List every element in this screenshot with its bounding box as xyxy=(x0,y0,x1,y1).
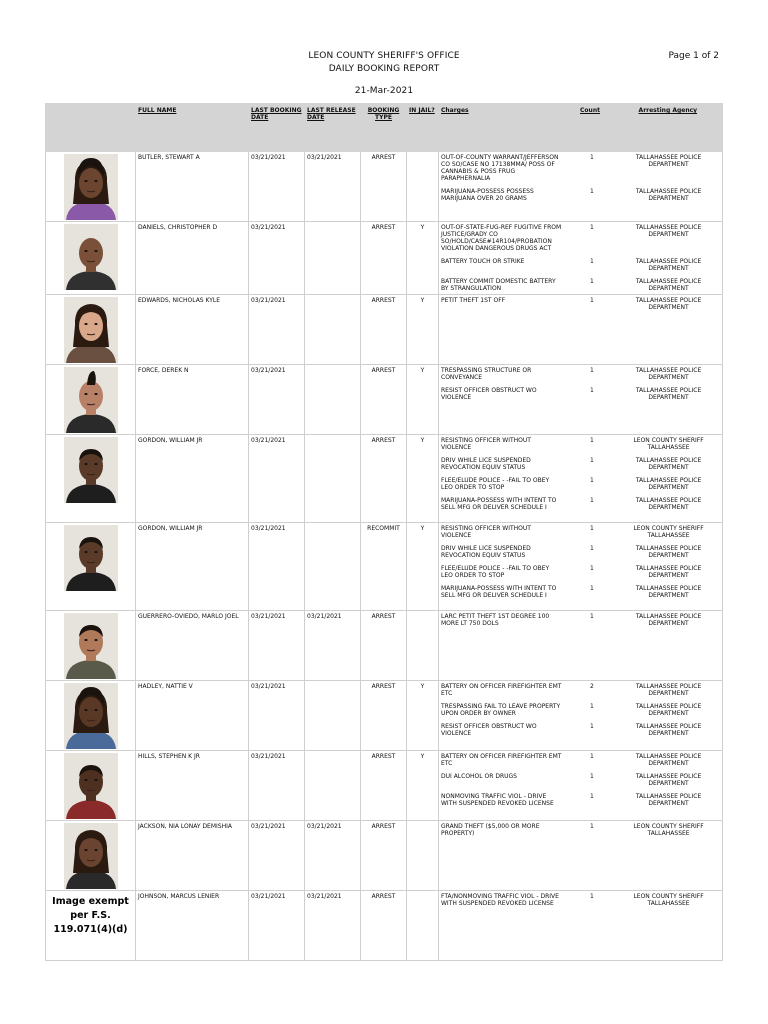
charge-count: 1 xyxy=(589,723,594,730)
charge-count: 1 xyxy=(589,154,594,161)
in-jail-cell: Y xyxy=(407,751,439,821)
charge-item xyxy=(441,613,720,627)
photo-cell xyxy=(46,435,136,523)
release-date-cell: 03/21/2021 xyxy=(305,152,361,222)
charge-count: 1 xyxy=(589,793,594,800)
charge-count: 1 xyxy=(589,477,594,484)
charge-text: RESIST OFFICER OBSTRUCT WO VIOLENCE xyxy=(441,723,537,737)
arresting-agency: TALLAHASSEE POLICE DEPARTMENT xyxy=(635,585,702,599)
report-title: DAILY BOOKING REPORT xyxy=(328,64,440,74)
release-date-cell xyxy=(305,751,361,821)
mugshot-image xyxy=(64,753,118,819)
charge-count: 1 xyxy=(589,297,594,304)
charges-cell xyxy=(439,365,723,435)
charge-text: RESIST OFFICER OBSTRUCT WO VIOLENCE xyxy=(441,387,537,401)
full-name-cell: JACKSON, NIA LONAY DEMISHIA xyxy=(136,821,249,891)
booking-date-cell: 03/21/2021 xyxy=(249,821,305,891)
release-date-cell: 03/21/2021 xyxy=(305,891,361,961)
mugshot-image xyxy=(64,367,118,433)
photo-cell xyxy=(46,681,136,751)
charges-cell xyxy=(439,295,723,365)
full-name-cell: GORDON, WILLIAM JR xyxy=(136,435,249,523)
booking-table xyxy=(45,103,723,961)
arresting-agency: TALLAHASSEE POLICE DEPARTMENT xyxy=(635,565,702,579)
booking-row xyxy=(46,523,723,611)
booking-row xyxy=(46,681,723,751)
booking-row xyxy=(46,751,723,821)
charge-text: GRAND THEFT ($5,000 OR MORE PROPERTY) xyxy=(441,823,540,837)
photo-cell xyxy=(46,523,136,611)
charge-count: 1 xyxy=(589,525,594,532)
charge-count: 1 xyxy=(589,585,594,592)
charge-text: DUI ALCOHOL OR DRUGS xyxy=(441,773,517,780)
report-date: 21-Mar-2021 xyxy=(354,86,414,96)
photo-box xyxy=(64,154,118,220)
photo-box xyxy=(47,893,135,959)
charge-text: BATTERY ON OFFICER FIREFIGHTER EMT ETC xyxy=(441,753,562,767)
booking-type-cell: ARREST xyxy=(361,611,407,681)
booking-row xyxy=(46,891,723,961)
photo-cell xyxy=(46,152,136,222)
booking-row xyxy=(46,365,723,435)
charge-item xyxy=(441,565,720,579)
booking-date-cell: 03/21/2021 xyxy=(249,222,305,295)
arresting-agency: TALLAHASSEE POLICE DEPARTMENT xyxy=(635,613,702,627)
column-header-last-release-date: LAST RELEASE DATE xyxy=(305,104,361,152)
release-date-cell xyxy=(305,523,361,611)
booking-date-cell: 03/21/2021 xyxy=(249,365,305,435)
photo-box xyxy=(64,437,118,503)
charge-count: 1 xyxy=(589,613,594,620)
charge-count: 1 xyxy=(589,224,594,231)
charges-cell xyxy=(439,821,723,891)
booking-row xyxy=(46,611,723,681)
organization-title: LEON COUNTY SHERIFF'S OFFICE xyxy=(308,51,460,61)
charge-count: 1 xyxy=(589,753,594,760)
charge-item xyxy=(441,457,720,471)
charge-count: 1 xyxy=(589,703,594,710)
photo-cell xyxy=(46,295,136,365)
charges-cell xyxy=(439,611,723,681)
photo-cell xyxy=(46,222,136,295)
charge-count: 1 xyxy=(589,823,594,830)
booking-type-cell: ARREST xyxy=(361,152,407,222)
in-jail-cell xyxy=(407,821,439,891)
booking-type-cell: ARREST xyxy=(361,681,407,751)
booking-date-cell: 03/21/2021 xyxy=(249,681,305,751)
arresting-agency: TALLAHASSEE POLICE DEPARTMENT xyxy=(635,753,702,767)
full-name-cell: HILLS, STEPHEN K JR xyxy=(136,751,249,821)
arresting-agency: TALLAHASSEE POLICE DEPARTMENT xyxy=(635,683,702,697)
booking-date-cell: 03/21/2021 xyxy=(249,523,305,611)
photo-box xyxy=(64,297,118,363)
charges-cell xyxy=(439,523,723,611)
arresting-agency: TALLAHASSEE POLICE DEPARTMENT xyxy=(635,793,702,807)
photo-cell xyxy=(46,365,136,435)
charge-text: OUT-OF-STATE-FUG-REF FUGITIVE FROM JUSTICE/GRADY CO SO/HOLD/CASE#14R104/PROBATION VIOLATION DANGEROUS DRUGS ACT xyxy=(441,224,562,252)
charge-count: 1 xyxy=(589,773,594,780)
charge-item xyxy=(441,545,720,559)
in-jail-cell xyxy=(407,611,439,681)
arresting-agency: TALLAHASSEE POLICE DEPARTMENT xyxy=(635,387,702,401)
charge-text: RESISTING OFFICER WITHOUT VIOLENCE xyxy=(441,525,531,539)
booking-date-cell: 03/21/2021 xyxy=(249,891,305,961)
charge-item xyxy=(441,703,720,717)
release-date-cell: 03/21/2021 xyxy=(305,611,361,681)
charge-count: 1 xyxy=(589,545,594,552)
in-jail-cell: Y xyxy=(407,295,439,365)
table-header-row xyxy=(46,104,723,152)
charge-count: 1 xyxy=(589,258,594,265)
booking-row xyxy=(46,821,723,891)
charge-text: TRESPASSING STRUCTURE OR CONVEYANCE xyxy=(441,367,532,381)
charge-count: 1 xyxy=(589,387,594,394)
mugshot-image xyxy=(64,823,118,889)
charge-item xyxy=(441,893,720,907)
column-header-in-jail: IN JAIL? xyxy=(407,104,439,152)
mugshot-image xyxy=(64,297,118,363)
charge-item xyxy=(441,387,720,401)
charge-item xyxy=(441,753,720,767)
column-header-arresting-agency: Arresting Agency xyxy=(638,107,698,114)
charge-count: 2 xyxy=(589,683,594,690)
arresting-agency: TALLAHASSEE POLICE DEPARTMENT xyxy=(635,297,702,311)
mugshot-image xyxy=(64,437,118,503)
full-name-cell: JOHNSON, MARCUS LENIER xyxy=(136,891,249,961)
booking-type-cell: ARREST xyxy=(361,891,407,961)
mugshot-image xyxy=(64,525,118,591)
photo-box xyxy=(64,683,118,749)
full-name-cell: EDWARDS, NICHOLAS KYLE xyxy=(136,295,249,365)
booking-type-cell: ARREST xyxy=(361,295,407,365)
in-jail-cell: Y xyxy=(407,523,439,611)
arresting-agency: LEON COUNTY SHERIFF TALLAHASSEE xyxy=(633,823,704,837)
page-number: Page 1 of 2 xyxy=(668,51,719,61)
in-jail-cell xyxy=(407,891,439,961)
arresting-agency: TALLAHASSEE POLICE DEPARTMENT xyxy=(635,258,702,272)
charge-text: RESISTING OFFICER WITHOUT VIOLENCE xyxy=(441,437,531,451)
mugshot-image xyxy=(64,154,118,220)
charge-count: 1 xyxy=(589,278,594,285)
full-name-cell: GORDON, WILLIAM JR xyxy=(136,523,249,611)
charge-text: LARC PETIT THEFT 1ST DEGREE 100 MORE LT 750 DOLS xyxy=(441,613,550,627)
release-date-cell xyxy=(305,435,361,523)
mugshot-image xyxy=(64,683,118,749)
charge-item xyxy=(441,437,720,451)
release-date-cell xyxy=(305,295,361,365)
photo-cell xyxy=(46,611,136,681)
mugshot-image xyxy=(64,224,118,290)
arresting-agency: LEON COUNTY SHERIFF TALLAHASSEE xyxy=(633,525,704,539)
column-header-full-name: FULL NAME xyxy=(136,104,249,152)
photo-box xyxy=(64,224,118,290)
photo-box xyxy=(64,525,118,591)
booking-type-cell: ARREST xyxy=(361,751,407,821)
charge-text: DRIV WHILE LICE SUSPENDED REVOCATION EQUIV STATUS xyxy=(441,457,531,471)
arresting-agency: TALLAHASSEE POLICE DEPARTMENT xyxy=(635,154,702,168)
charges-cell xyxy=(439,681,723,751)
charge-item xyxy=(441,585,720,599)
booking-date-cell: 03/21/2021 xyxy=(249,611,305,681)
charge-item xyxy=(441,258,720,272)
charge-count: 1 xyxy=(589,437,594,444)
charge-count: 1 xyxy=(589,188,594,195)
column-header-charges-group xyxy=(439,104,723,152)
photo-box xyxy=(64,753,118,819)
booking-date-cell: 03/21/2021 xyxy=(249,751,305,821)
booking-row xyxy=(46,295,723,365)
charge-item xyxy=(441,683,720,697)
arresting-agency: LEON COUNTY SHERIFF TALLAHASSEE xyxy=(633,893,704,907)
charge-text: NONMOVING TRAFFIC VIOL - DRIVE WITH SUSPENDED REVOKED LICENSE xyxy=(441,793,554,807)
booking-row xyxy=(46,222,723,295)
photo-cell xyxy=(46,891,136,961)
arresting-agency: TALLAHASSEE POLICE DEPARTMENT xyxy=(635,188,702,202)
charge-text: FTA/NONMOVING TRAFFIC VIOL - DRIVE WITH SUSPENDED REVOKED LICENSE xyxy=(441,893,559,907)
in-jail-cell: Y xyxy=(407,681,439,751)
release-date-cell xyxy=(305,222,361,295)
booking-type-cell: ARREST xyxy=(361,821,407,891)
arresting-agency: TALLAHASSEE POLICE DEPARTMENT xyxy=(635,278,702,292)
charge-text: MARIJUANA-POSSESS WITH INTENT TO SELL MFG OR DELIVER SCHEDULE I xyxy=(441,585,557,599)
charge-item xyxy=(441,477,720,491)
arresting-agency: TALLAHASSEE POLICE DEPARTMENT xyxy=(635,457,702,471)
charge-item xyxy=(441,297,720,311)
in-jail-cell: Y xyxy=(407,222,439,295)
charge-text: BATTERY TOUCH OR STRIKE xyxy=(441,258,525,265)
release-date-cell: 03/21/2021 xyxy=(305,821,361,891)
charges-cell xyxy=(439,152,723,222)
charge-item xyxy=(441,497,720,511)
full-name-cell: FORCE, DEREK N xyxy=(136,365,249,435)
full-name-cell: DANIELS, CHRISTOPHER D xyxy=(136,222,249,295)
charges-cell xyxy=(439,435,723,523)
mugshot-image xyxy=(64,613,118,679)
charge-text: DRIV WHILE LICE SUSPENDED REVOCATION EQUIV STATUS xyxy=(441,545,531,559)
booking-type-cell: ARREST xyxy=(361,435,407,523)
arresting-agency: TALLAHASSEE POLICE DEPARTMENT xyxy=(635,477,702,491)
charge-text: MARIJUANA-POSSESS POSSESS MARIJUANA OVER 20 GRAMS xyxy=(441,188,534,202)
photo-cell xyxy=(46,821,136,891)
charge-count: 1 xyxy=(589,367,594,374)
charge-item xyxy=(441,154,720,182)
charge-text: MARIJUANA-POSSESS WITH INTENT TO SELL MFG OR DELIVER SCHEDULE I xyxy=(441,497,557,511)
arresting-agency: TALLAHASSEE POLICE DEPARTMENT xyxy=(635,773,702,787)
image-exempt-notice: Image exempt per F.S. 119.071(4)(d) xyxy=(52,896,129,935)
charge-count: 1 xyxy=(589,497,594,504)
charge-text: FLEE/ELUDE POLICE - -FAIL TO OBEY LEO ORDER TO STOP xyxy=(441,565,550,579)
charge-text: OUT-OF-COUNTY WARRANT/JEFFERSON CO SO/CASE NO 17138MMA/ POSS OF CANNABIS & POSS FRUG PARAPHERNALIA xyxy=(441,154,559,182)
charge-count: 1 xyxy=(589,565,594,572)
arresting-agency: TALLAHASSEE POLICE DEPARTMENT xyxy=(635,367,702,381)
arresting-agency: TALLAHASSEE POLICE DEPARTMENT xyxy=(635,703,702,717)
charge-item xyxy=(441,773,720,787)
release-date-cell xyxy=(305,365,361,435)
charge-text: FLEE/ELUDE POLICE - -FAIL TO OBEY LEO ORDER TO STOP xyxy=(441,477,550,491)
booking-date-cell: 03/21/2021 xyxy=(249,295,305,365)
column-header-last-booking-date: LAST BOOKING DATE xyxy=(249,104,305,152)
arresting-agency: LEON COUNTY SHERIFF TALLAHASSEE xyxy=(633,437,704,451)
photo-box xyxy=(64,367,118,433)
column-header-count: Count xyxy=(580,107,600,114)
full-name-cell: BUTLER, STEWART A xyxy=(136,152,249,222)
booking-type-cell: ARREST xyxy=(361,222,407,295)
photo-box xyxy=(64,613,118,679)
booking-row xyxy=(46,435,723,523)
column-header-booking-type: BOOKING TYPE xyxy=(361,104,407,152)
charge-text: PETIT THEFT 1ST OFF xyxy=(441,297,506,304)
photo-cell xyxy=(46,751,136,821)
photo-column-header xyxy=(46,104,136,152)
charge-item xyxy=(441,823,720,837)
charge-item xyxy=(441,723,720,737)
charge-text: TRESPASSING FAIL TO LEAVE PROPERTY UPON ORDER BY OWNER xyxy=(441,703,561,717)
charge-item xyxy=(441,278,720,292)
arresting-agency: TALLAHASSEE POLICE DEPARTMENT xyxy=(635,545,702,559)
in-jail-cell: Y xyxy=(407,365,439,435)
charges-cell xyxy=(439,891,723,961)
arresting-agency: TALLAHASSEE POLICE DEPARTMENT xyxy=(635,723,702,737)
arresting-agency: TALLAHASSEE POLICE DEPARTMENT xyxy=(635,224,702,238)
arresting-agency: TALLAHASSEE POLICE DEPARTMENT xyxy=(635,497,702,511)
charge-count: 1 xyxy=(589,893,594,900)
booking-date-cell: 03/21/2021 xyxy=(249,435,305,523)
photo-box xyxy=(64,823,118,889)
booking-date-cell: 03/21/2021 xyxy=(249,152,305,222)
charge-item xyxy=(441,367,720,381)
charge-text: BATTERY COMMIT DOMESTIC BATTERY BY STRANGULATION xyxy=(441,278,556,292)
booking-type-cell: RECOMMIT xyxy=(361,523,407,611)
in-jail-cell xyxy=(407,152,439,222)
column-header-charges: Charges xyxy=(441,107,469,114)
full-name-cell: GUERRERO-OVIEDO, MARLO JOEL xyxy=(136,611,249,681)
in-jail-cell: Y xyxy=(407,435,439,523)
charge-text: BATTERY ON OFFICER FIREFIGHTER EMT ETC xyxy=(441,683,562,697)
booking-row xyxy=(46,152,723,222)
release-date-cell xyxy=(305,681,361,751)
charge-item xyxy=(441,224,720,252)
booking-type-cell: ARREST xyxy=(361,365,407,435)
charge-item xyxy=(441,525,720,539)
charge-item xyxy=(441,188,720,202)
charges-cell xyxy=(439,751,723,821)
full-name-cell: HADLEY, NATTIE V xyxy=(136,681,249,751)
charges-cell xyxy=(439,222,723,295)
charge-item xyxy=(441,793,720,807)
charge-count: 1 xyxy=(589,457,594,464)
